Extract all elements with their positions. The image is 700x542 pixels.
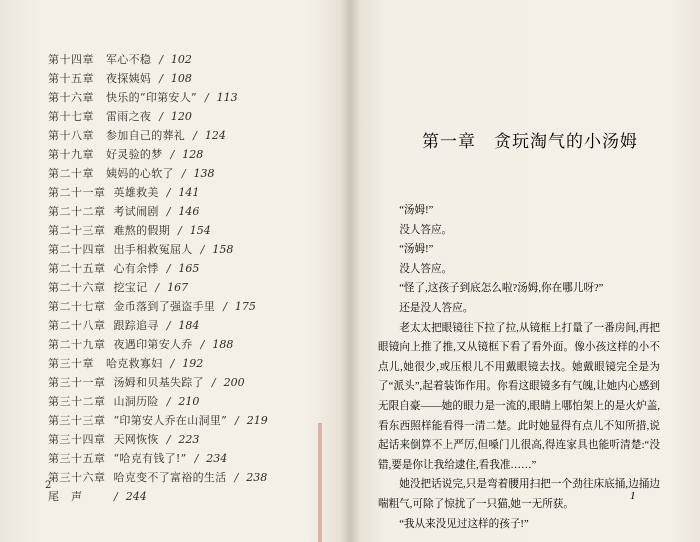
toc-chapter-title: 参加自己的葬礼 <box>106 129 186 142</box>
toc-chapter-title: 姨妈的心软了 <box>106 167 174 180</box>
toc-separator: / <box>181 167 186 180</box>
toc-chapter-title: 快乐的“印第安人” <box>106 91 197 104</box>
chapter-heading <box>422 127 662 152</box>
toc-chapter-title: 英雄救美 <box>113 186 159 199</box>
toc-chapter-title: 出手相救冤屈人 <box>113 243 193 256</box>
toc-entry <box>48 373 328 392</box>
toc-entry <box>48 240 328 259</box>
toc-chapter-title: 哈克救寡妇 <box>106 357 163 370</box>
toc-separator: / <box>159 110 163 123</box>
toc-entry <box>48 164 328 183</box>
toc-separator: / <box>194 452 199 465</box>
toc-separator: / <box>200 243 205 256</box>
toc-chapter-number: 第十七章 <box>48 110 94 123</box>
toc-entry <box>48 50 328 69</box>
toc-chapter-number: 第十八章 <box>48 129 94 142</box>
toc-chapter-title: 军心不稳 <box>106 53 152 66</box>
toc-chapter-title: 夜探姨妈 <box>106 72 152 85</box>
toc-page-number: 113 <box>216 91 238 104</box>
toc-entry <box>48 487 328 506</box>
toc-page-number: 167 <box>167 281 189 294</box>
toc-page-number: 223 <box>178 433 200 446</box>
toc-separator: / <box>178 224 182 237</box>
toc-entry <box>48 449 328 468</box>
paragraph: “我从来没见过这样的孩子!” <box>399 518 529 530</box>
toc-chapter-number: 第二十六章 <box>48 281 106 294</box>
toc-chapter-number: 第二十七章 <box>48 300 106 313</box>
toc-entry <box>48 183 328 202</box>
toc-page-number: 146 <box>178 205 200 218</box>
toc-entry <box>48 411 328 430</box>
toc-chapter-title: 心有余悸 <box>113 262 159 275</box>
dialogue-line: “怪了,这孩子到底怎么啦?汤姆,你在哪儿呀?” <box>399 283 604 295</box>
toc-entry <box>48 107 328 126</box>
toc-entry <box>48 69 328 88</box>
chapter-body <box>378 201 660 534</box>
toc-entry <box>48 297 328 316</box>
toc-separator: / <box>211 376 216 389</box>
toc-chapter-title: “印第安人乔在山洞里” <box>113 414 228 427</box>
toc-separator: / <box>159 53 163 66</box>
toc-chapter-number: 第十四章 <box>48 53 94 66</box>
toc-entry <box>48 126 328 145</box>
toc-chapter-number: 第二十章 <box>48 167 94 180</box>
toc-page-number: 120 <box>170 110 192 123</box>
toc-entry <box>48 259 328 278</box>
toc-separator: / <box>166 319 171 332</box>
toc-chapter-title: 考试闹剧 <box>113 205 159 218</box>
toc-page-number: 188 <box>212 338 234 351</box>
toc-separator: / <box>223 300 227 313</box>
toc-chapter-number: 第三十四章 <box>48 433 106 446</box>
paragraph: 她没把话说完,只是弯着腰用扫把一个劲往床底捅,边捅边喘粗气,可除了惊扰了一只猫,她一无所获。 <box>378 479 660 510</box>
toc-chapter-title: 天网恢恢 <box>113 433 159 446</box>
toc-separator: / <box>204 91 209 104</box>
toc-entry <box>48 335 328 354</box>
toc-page-number: 244 <box>125 490 147 503</box>
toc-page-number: 210 <box>178 395 200 408</box>
toc-separator: / <box>166 433 171 446</box>
toc-separator: / <box>155 281 160 294</box>
toc-page-number: 138 <box>193 167 215 180</box>
toc-chapter-number: 第三十三章 <box>48 414 106 427</box>
toc-separator: / <box>114 490 118 503</box>
table-of-contents <box>48 50 328 506</box>
toc-chapter-number: 第二十二章 <box>48 205 106 218</box>
toc-chapter-title: 哈克变不了富裕的生活 <box>113 471 227 484</box>
toc-page-number: 158 <box>212 243 234 256</box>
toc-entry <box>48 145 328 164</box>
toc-page-number: 238 <box>246 471 268 484</box>
left-page-number: 2 <box>45 480 52 491</box>
dialogue-line: 没人答应。 <box>399 263 453 275</box>
toc-separator: / <box>166 186 171 199</box>
dialogue-line: 还是没人答应。 <box>399 302 474 314</box>
toc-entry <box>48 202 328 221</box>
toc-chapter-number: 第十六章 <box>48 91 94 104</box>
toc-chapter-number: 第三十章 <box>48 357 94 370</box>
toc-page-number: 128 <box>182 148 204 161</box>
toc-chapter-number: 第十五章 <box>48 72 94 85</box>
toc-page-number: 108 <box>170 72 192 85</box>
toc-entry <box>48 392 328 411</box>
toc-page-number: 234 <box>206 452 228 465</box>
toc-separator: / <box>166 205 171 218</box>
dialogue-line: 没人答应。 <box>399 224 453 236</box>
toc-separator: / <box>200 338 205 351</box>
toc-chapter-number: 第二十八章 <box>48 319 106 332</box>
toc-page-number: 184 <box>178 319 200 332</box>
toc-entry <box>48 468 328 487</box>
toc-page-number: 102 <box>170 53 192 66</box>
toc-page-number: 219 <box>246 414 268 427</box>
toc-chapter-number: 第三十五章 <box>48 452 106 465</box>
right-page-number: 1 <box>630 490 636 502</box>
chapter-number: 第一章 <box>422 132 476 151</box>
toc-chapter-number: 第十九章 <box>48 148 94 161</box>
toc-chapter-title: 挖宝记 <box>113 281 148 294</box>
toc-separator: / <box>235 414 239 427</box>
toc-separator: / <box>166 262 171 275</box>
toc-separator: / <box>193 129 197 142</box>
toc-chapter-number: 第二十九章 <box>48 338 106 351</box>
toc-separator: / <box>170 148 175 161</box>
toc-page-number: 175 <box>234 300 256 313</box>
toc-chapter-number: 尾 声 <box>48 490 83 503</box>
toc-separator: / <box>166 395 171 408</box>
toc-chapter-number: 第三十一章 <box>48 376 106 389</box>
toc-chapter-title: 难熬的假期 <box>113 224 170 237</box>
toc-chapter-number: 第二十四章 <box>48 243 106 256</box>
dialogue-line: “汤姆!” <box>399 205 434 216</box>
toc-chapter-number: 第二十一章 <box>48 186 106 199</box>
toc-chapter-title: 夜遇印第安人乔 <box>113 338 193 351</box>
toc-page-number: 154 <box>189 224 211 237</box>
toc-page-number: 124 <box>204 129 226 142</box>
toc-chapter-title: 雷雨之夜 <box>106 110 152 123</box>
toc-chapter-number: 第三十六章 <box>48 471 106 484</box>
toc-chapter-number: 第二十五章 <box>48 262 106 275</box>
toc-page-number: 141 <box>178 186 200 199</box>
toc-page-number: 192 <box>182 357 204 370</box>
toc-entry <box>48 278 328 297</box>
toc-separator: / <box>170 357 175 370</box>
toc-page-number: 165 <box>178 262 200 275</box>
toc-entry <box>48 88 328 107</box>
toc-chapter-title: 山洞历险 <box>113 395 159 408</box>
toc-chapter-number: 第二十三章 <box>48 224 106 237</box>
dialogue-line: “汤姆!” <box>399 244 434 256</box>
toc-chapter-title: 好灵验的梦 <box>106 148 163 161</box>
paragraph: 老太太把眼镜往下拉了拉,从镜框上打量了一番房间,再把眼镜向上推了推,又从镜框下看了看外面。像小孩这样的小不点儿,她很少,或压根儿不用戴眼镜去找。她戴眼镜完全是为了“派头”,起着装饰作用。你看这眼镜多有气魄,让她内心感到无限自豪——她的眼力是一流的,眼睛上哪怕架上的是火炉盖,看东西照样能看得一清二楚。此时她显得有点儿不知所措,说起话来倒算不上严厉,但嗓门儿很高,得连家具也能听清楚:“没错,要是你让我给逮住,看我准……” <box>378 322 660 471</box>
toc-separator: / <box>159 72 163 85</box>
toc-entry <box>48 221 328 240</box>
toc-entry <box>48 354 328 373</box>
toc-chapter-title: 汤姆和贝基失踪了 <box>113 376 204 389</box>
toc-separator: / <box>234 471 239 484</box>
toc-chapter-title: “哈克有钱了!” <box>113 452 187 465</box>
toc-entry <box>48 316 328 335</box>
toc-chapter-title: 跟踪追寻 <box>113 319 159 332</box>
toc-chapter-title: 金币落到了强盗手里 <box>113 300 216 313</box>
toc-entry <box>48 430 328 449</box>
toc-page-number: 200 <box>223 376 245 389</box>
toc-chapter-number: 第三十二章 <box>48 395 106 408</box>
chapter-title: 贪玩淘气的小汤姆 <box>494 132 638 151</box>
